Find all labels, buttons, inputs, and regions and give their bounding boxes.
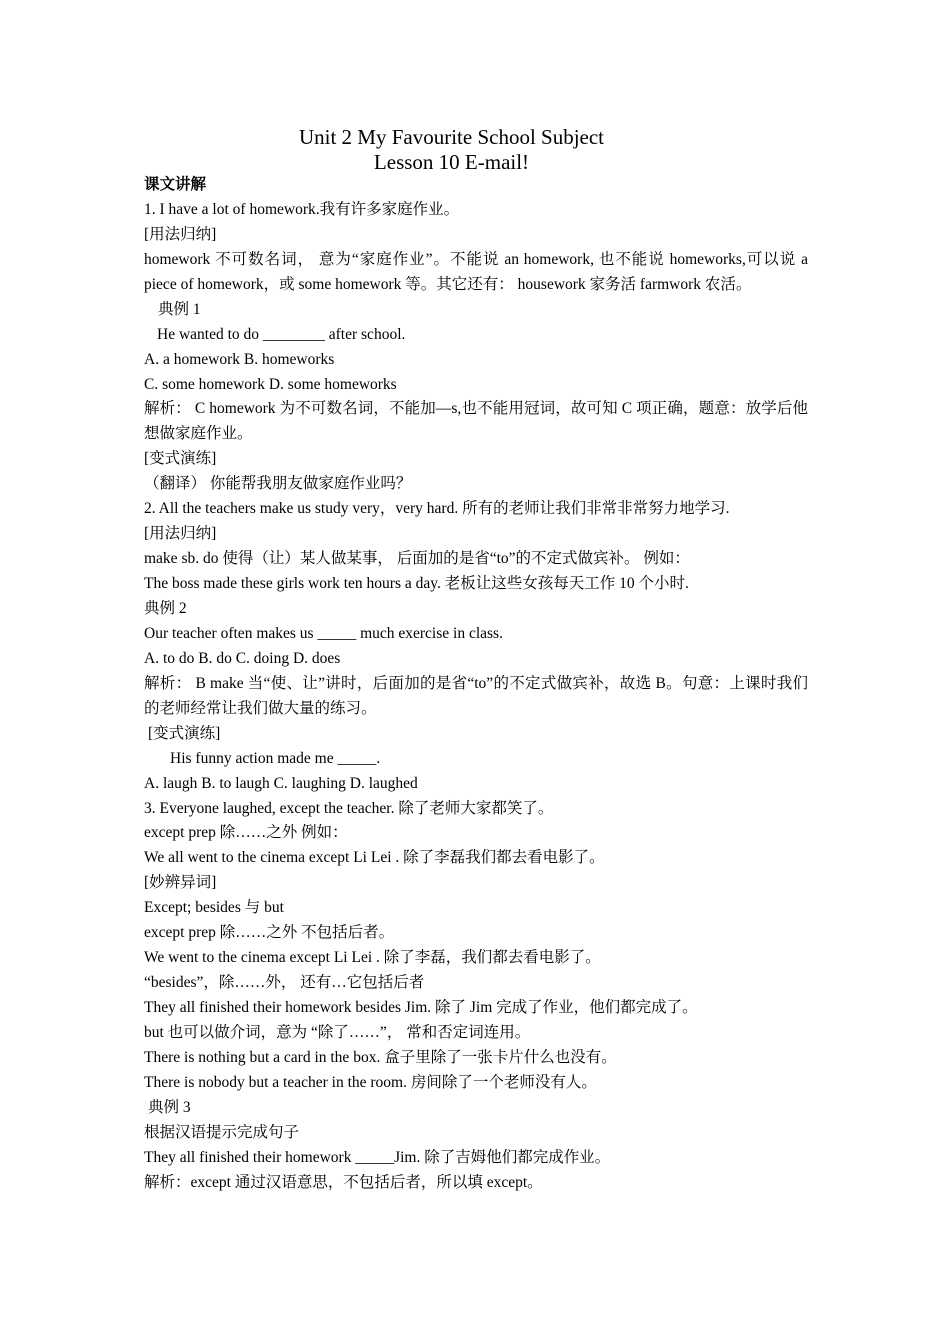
example-instruction: 根据汉语提示完成句子 bbox=[144, 1123, 300, 1141]
usage-example: We went to the cinema except Li Lei . 除了李磊，我们都去看电影了。 bbox=[144, 949, 601, 967]
section-heading: 课文讲解 bbox=[144, 176, 207, 193]
practice-label: [变式演练] bbox=[144, 450, 217, 468]
homework-explanation: homework 不可数名词， 意为“家庭作业”。不能说 an homework, 也不能说 homeworks,可以说 a piece of homework，或 some homework 等。其它还有： housework 家务活 farmwork 农活。 bbox=[144, 250, 808, 293]
comparison-heading: Except; besides 与 but bbox=[144, 899, 284, 917]
example-options: C. some homework D. some homeworks bbox=[144, 375, 397, 393]
practice-question: His funny action made me _____. bbox=[170, 749, 381, 767]
document-body bbox=[144, 173, 808, 1196]
example-label: 典例 3 bbox=[148, 1098, 191, 1116]
usage-summary-label: [用法归纳] bbox=[144, 225, 217, 243]
example-label: 典例 1 bbox=[158, 300, 201, 318]
point-1: 1. I have a lot of homework.我有许多家庭作业。 bbox=[144, 200, 460, 218]
usage-summary-label: [用法归纳] bbox=[144, 525, 217, 543]
example-options: A. to do B. do C. doing D. does bbox=[144, 649, 341, 667]
usage-example: They all finished their homework besides Jim. 除了 Jim 完成了作业，他们都完成了。 bbox=[144, 999, 698, 1017]
practice-item: （翻译） 你能帮我朋友做家庭作业吗？ bbox=[144, 475, 412, 493]
unit-title: Unit 2 My Favourite School Subject bbox=[298, 125, 605, 149]
word-distinction-label: [妙辨异词] bbox=[144, 874, 217, 892]
example-analysis: 解析： B make 当“使、让”讲时，后面加的是省“to”的不定式做宾补，故选 B。句意：上课时我们的老师经常让我们做大量的练习。 bbox=[144, 674, 808, 717]
usage-example: There is nobody but a teacher in the room. 房间除了一个老师没有人。 bbox=[144, 1073, 597, 1091]
but-definition: but 也可以做介词，意为 “除了……”， 常和否定词连用。 bbox=[144, 1023, 531, 1041]
usage-example: The boss made these girls work ten hours a day. 老板让这些女孩每天工作 10 个小时. bbox=[144, 575, 689, 593]
besides-definition: “besides”，除……外， 还有…它包括后者 bbox=[144, 974, 425, 992]
lesson-title: Lesson 10 E-mail! bbox=[373, 150, 530, 174]
make-usage: make sb. do 使得（让）某人做某事， 后面加的是省“to”的不定式做宾补。 例如： bbox=[144, 550, 690, 568]
example-question: He wanted to do ________ after school. bbox=[157, 325, 406, 343]
example-question: Our teacher often makes us _____ much exercise in class. bbox=[144, 624, 503, 642]
example-analysis: 解析： C homework 为不可数名词，不能加—s,也不能用冠词，故可知 C 项正确，题意：放学后他想做家庭作业。 bbox=[144, 400, 808, 443]
practice-options: A. laugh B. to laugh C. laughing D. laughed bbox=[144, 774, 418, 792]
example-label: 典例 2 bbox=[144, 600, 187, 617]
usage-example: There is nothing but a card in the box. 盒子里除了一张卡片什么也没有。 bbox=[144, 1048, 617, 1066]
except-usage: except prep 除……之外 例如： bbox=[144, 824, 348, 842]
example-options: A. a homework B. homeworks bbox=[144, 350, 335, 368]
example-question: They all finished their homework _____Jim. 除了吉姆他们都完成作业。 bbox=[144, 1148, 611, 1166]
except-definition: except prep 除……之外 不包括后者。 bbox=[144, 924, 395, 942]
point-3: 3. Everyone laughed, except the teacher. 除了老师大家都笑了。 bbox=[144, 799, 554, 817]
example-analysis: 解析：except 通过汉语意思，不包括后者，所以填 except。 bbox=[144, 1173, 543, 1191]
usage-example: We all went to the cinema except Li Lei . 除了李磊我们都去看电影了。 bbox=[144, 849, 605, 867]
practice-label: [变式演练] bbox=[148, 724, 221, 742]
point-2: 2. All the teachers make us study very，very hard. 所有的老师让我们非常非常努力地学习. bbox=[144, 500, 730, 518]
